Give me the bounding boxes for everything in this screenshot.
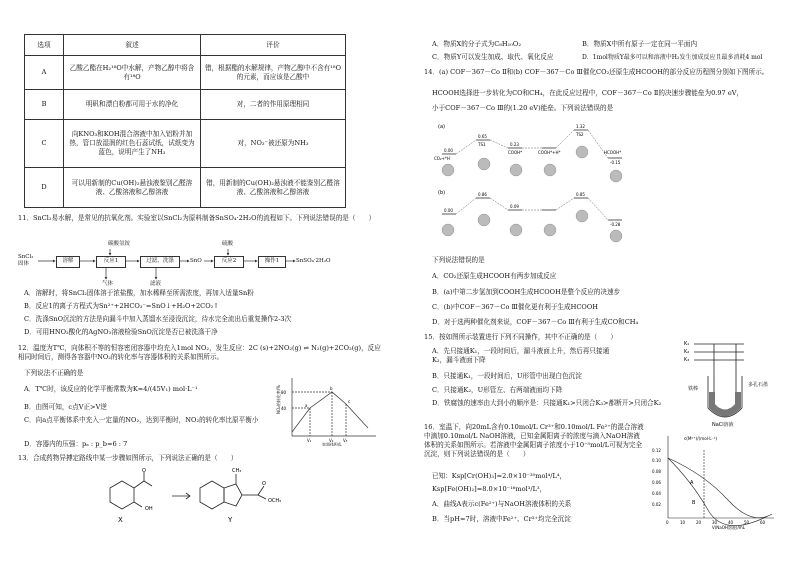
struct-ch3: CH₃ xyxy=(232,468,242,474)
chart-point-b: b xyxy=(330,386,333,391)
flow-step-filter-wash: 过滤、洗涤 xyxy=(140,256,180,268)
q16-stem: 16．室温下，向20mL含有0.10mol/L Cr³⁺和0.10mol/L Fe²⁺的混合溶液中滴加0.10mol/L NaOH溶液，已知金属阳离子的浓度与滴入NaOH溶液体积的关系如图所示。若溶液中金属阳离子浓度小于10⁻⁵mol/L可视为完全沉淀，则下列说法错误的是（ ） xyxy=(424,423,644,458)
row-description: 乙酸乙酯在H₂¹⁸O中水解，产物乙醇中将含有¹⁸O xyxy=(64,56,201,90)
chart-xtick: 20 xyxy=(696,520,702,525)
row-evaluation: 错，根据酯的水解规律，产物乙醇中不含有¹⁸O的元素，而应该是乙酸中 xyxy=(201,56,346,90)
chart-xtick: 30 xyxy=(712,520,718,525)
flow-step-sno: SnO xyxy=(190,258,202,264)
a-state: CO₂+*H xyxy=(434,156,450,161)
a-state: HCOOH* xyxy=(604,150,622,155)
chart-ytick: 0.06 xyxy=(652,480,661,485)
chart-ytick: 0.08 xyxy=(652,469,661,474)
q13-option-c: C．物质Y可以发生加成、取代、氧化反应 xyxy=(432,53,554,61)
nacl-label: NaCl溶液 xyxy=(712,422,734,428)
chart-ytick: 40 xyxy=(281,406,287,411)
col-header-evaluation: 评价 xyxy=(201,35,346,56)
a-state: COOH*+H* xyxy=(538,150,561,155)
row-description: 可以用新制的Cu(OH)₂悬浊液鉴别乙醛溶液、乙酸溶液和乙醇溶液 xyxy=(64,168,201,208)
q11-stem: 11．SnCl₂易水解，是常见的抗氧化剂。实验室以SnCl₂为原料制备SnSO₄·2H₂O的流程如下。下列说法错误的是（ ） xyxy=(18,214,376,222)
row-option: B xyxy=(25,90,64,120)
q11-option-a: A．溶解时，将SnCl₂固体溶于浓盐酸，加水稀释至所需浓度，再加入适量Sn粉 xyxy=(24,289,254,297)
q14-stem: 14．(a) COF－367－Co Ⅱ和(b) COF－367－Co Ⅲ催化CO₂还原生成HCOOH的部分反应历程图分别如下图所示。 xyxy=(424,68,769,76)
b-value: 0.85 xyxy=(576,192,585,197)
row-description: 明矾和漂白粉都可用于水的净化 xyxy=(64,90,201,120)
flow-reagent-1: 碳酸氢铵 xyxy=(108,241,131,247)
flow-step-operation1: 操作1 xyxy=(258,256,286,268)
graphite-label: 多孔石墨 xyxy=(748,382,769,388)
q14-option-c: C．(b)中COF－367－Co Ⅲ催化更有利于生成HCOOH xyxy=(432,303,598,311)
row-description: 向KNO₃和KOH混合溶液中加入铝粉并加热，管口放湿润的红色石蕊试纸，试纸变为蓝色，说明产生了NH₃ xyxy=(64,120,201,168)
k1-label: K₁ xyxy=(684,341,690,347)
flow-reagent-2: 硫酸 xyxy=(222,241,234,247)
q11-option-d: D．可用HNO₃酸化的AgNO₃溶液检验SnO沉淀是否已被洗涤干净 xyxy=(24,328,218,336)
chart-xlabel: V(NaOH溶液)/mL xyxy=(712,525,745,530)
chart-xlabel: 容器体积/L xyxy=(322,442,342,446)
flow-gas: 气体 xyxy=(102,281,114,287)
q11-option-c: C．洗涤SnO沉淀的方法是向漏斗中加入蒸馏水至浸没沉淀，待水完全流出后重复操作2-3次 xyxy=(24,315,292,323)
a-state: COOH* xyxy=(508,150,523,155)
q15-option-b: B．只接通K₁，一段时间后，U形管中出现白色沉淀 xyxy=(432,372,582,380)
a-value: -0.15 xyxy=(610,160,621,165)
chart-xtick: 60 xyxy=(760,520,766,525)
flow-product: SnSO₄·2H₂O xyxy=(296,258,331,264)
row-option: C xyxy=(25,120,64,168)
q15-option-a: A．先只接通K₁，一段时间后，漏斗液面上升，然后再只接通K₂，漏斗液面下降 xyxy=(432,347,610,364)
row-evaluation: 对，二者的作用原理相同 xyxy=(201,90,346,120)
q16-ksp1: 已知：Ksp[Cr(OH)₃]=2.0×10⁻³⁰mol⁴/L⁴， xyxy=(432,472,567,480)
q15-option-c: C．只接通K₂，U形管左、右两端液面均下降 xyxy=(432,386,563,394)
flow-step-reaction2: 反应2 xyxy=(214,256,244,268)
q15-apparatus xyxy=(684,336,780,428)
col-header-description: 叙述 xyxy=(64,35,201,56)
struct-label-y: Y xyxy=(228,516,233,524)
q12-ask: 下列说法不正确的是 xyxy=(24,369,84,377)
struct-carbonyl-o: O xyxy=(262,481,266,487)
k3-label: K₃ xyxy=(684,357,690,363)
q16-option-a: A．曲线A表示c(Fe²⁺)与NaOH溶液体积的关系 xyxy=(432,500,572,508)
q16-option-b: B．当pH=7时，溶液中Fe²⁺、Cr³⁺均完全沉淀 xyxy=(432,515,571,523)
chart-xtick: 0 xyxy=(666,520,669,525)
flow-start: SnCl₂固体 xyxy=(18,254,34,267)
q12-option-c: C．向a点平衡体系中充入一定量的NO₂，达到平衡时，NO₂的转化率比原平衡小 xyxy=(24,416,259,424)
flow-step-reaction1: 反应1 xyxy=(96,256,126,268)
q15-option-d: D．铁腐蚀的速率由大到小的顺序是：只接通K₁>只闭合K₃>都断开>只闭合K₂ xyxy=(432,399,662,407)
a-value: 0.23 xyxy=(510,142,519,147)
chart-xtick: 10 xyxy=(680,520,686,525)
q12-stem: 12．温度为T℃，向体积不等的恒容密闭容器中均充入1mol NO₂，发生反应：2C (s)+2NO₂(g) ⇌ N₂(g)+2CO₂(g)，反应相同时间后，测得各容器中NO₂的转化率与容器体积的关系如图所示。 xyxy=(18,344,381,361)
q16-ksp2: Ksp[Fe(OH)₂]=8.0×10⁻¹⁶mol³/L³， xyxy=(432,485,547,493)
curve-a-label: A xyxy=(690,480,694,486)
q14-option-b: B．(a)中第二步氢加到COOH生成HCOOH是整个反应的决速步 xyxy=(432,288,621,296)
chart-ytick: 80 xyxy=(281,390,287,395)
a-value: 0.00 xyxy=(444,148,453,153)
q14-option-d: D．对于选两种催化剂来说，COF－367－Co Ⅲ有利于生成CO和CH₄ xyxy=(432,318,639,326)
q14-ask: 下列说法错误的是 xyxy=(432,256,485,264)
chart-point-a: a xyxy=(305,403,308,408)
q13-option-b: B．物质X中所有原子一定在同一平面内 xyxy=(582,40,698,48)
row-option: D xyxy=(25,168,64,208)
a-state: TS2 xyxy=(576,132,584,137)
q12-option-b: B．由图可知，c点V正>V逆 xyxy=(24,403,107,411)
row-evaluation: 对，NO₃⁻被还原为NH₃ xyxy=(201,120,346,168)
chart-ytick: 0.02 xyxy=(652,502,661,507)
q16-chart xyxy=(648,430,780,530)
b-value: -0.28 xyxy=(610,222,621,227)
q15-stem: 15．按如图所示装置进行下列不同操作，其中不正确的是（ ） xyxy=(424,333,618,341)
chart-ylabel: NO₂的转化率/% xyxy=(276,385,281,414)
chart-ytick: 0.10 xyxy=(652,458,661,463)
q14-energy-diagram xyxy=(432,118,652,248)
struct-oh: OH xyxy=(145,506,153,512)
iron-rod-label: 铁棒 xyxy=(688,386,699,392)
chart-xtick: V₁ xyxy=(307,438,312,443)
chart-xtick: 50 xyxy=(744,520,750,525)
q14-stem-2: HCOOH选择进一步转化为CO和CH₄，在此反应过程中，COF－367－Co Ⅱ的决速步骤能垒为0.97 eV， xyxy=(432,89,744,97)
struct-label-x: X xyxy=(118,516,123,524)
chart-xtick: 40 xyxy=(728,520,734,525)
diagram-b-label: (b) xyxy=(438,190,446,196)
q13-option-a: A．物质X的分子式为C₈H₁₀O₂ xyxy=(432,40,521,48)
chart-point-c: c xyxy=(348,399,351,404)
struct-och3: OCH₃ xyxy=(268,498,282,504)
flow-arrows xyxy=(0,0,340,300)
q14-stem-3: 小于COF－367－Co Ⅲ的(1.20 eV)能垒。下列说法错误的是 xyxy=(432,104,614,112)
q12-chart xyxy=(276,374,382,446)
col-header-option: 选项 xyxy=(25,35,64,56)
q13-structures xyxy=(80,466,340,526)
chart-ytick: 0.12 xyxy=(652,448,661,453)
b-value: 0.00 xyxy=(444,208,453,213)
curve-b-label: B xyxy=(692,500,696,506)
row-option: A xyxy=(25,56,64,90)
q14-option-a: A．CO₂还原生成HCOOH有两步加成反应 xyxy=(432,272,557,280)
q12-option-a: A．T℃时，该反应的化学平衡常数为K=4/(45V₁) mol·L⁻¹ xyxy=(24,385,198,393)
diagram-a-label: (a) xyxy=(438,124,445,130)
q13-option-d: D．1mol物质Y最多可以和溶液中H₂发生加成反应且最多消耗4 mol xyxy=(582,54,763,61)
b-value: 0.86 xyxy=(478,192,487,197)
a-state: TS1 xyxy=(478,142,486,147)
struct-o: O xyxy=(142,468,146,474)
q12-option-d: D．容器内的压强：pₐ : p_b=6 : 7 xyxy=(24,440,128,448)
q13-stem: 13．合成药物异搏定路线中某一步骤如图所示，下列说法正确的是（ ） xyxy=(18,454,238,462)
chart-xtick: V₂ xyxy=(329,438,334,443)
a-value: 1.32 xyxy=(576,124,585,129)
chart-xtick: V₃ xyxy=(343,438,348,443)
b-value: 0.09 xyxy=(510,204,519,209)
k2-label: K₂ xyxy=(684,349,690,355)
flow-step-dissolve: 溶解 xyxy=(56,256,80,268)
flow-filtrate: 滤液 xyxy=(150,281,162,287)
q11-option-b: B．反应1的离子方程式为Sn²⁺+2HCO₃⁻=SnO↓+H₂O+2CO₂↑ xyxy=(24,302,219,310)
chart-ytick: 0.04 xyxy=(652,491,661,496)
a-value: 0.65 xyxy=(478,134,487,139)
row-evaluation: 错，用新制的Cu(OH)₂悬浊液不能鉴别乙醛溶液、乙酸溶液和乙醇溶液 xyxy=(201,168,346,208)
chart-ylabel: c(M²⁺)/(mol·L⁻¹) xyxy=(684,436,718,441)
